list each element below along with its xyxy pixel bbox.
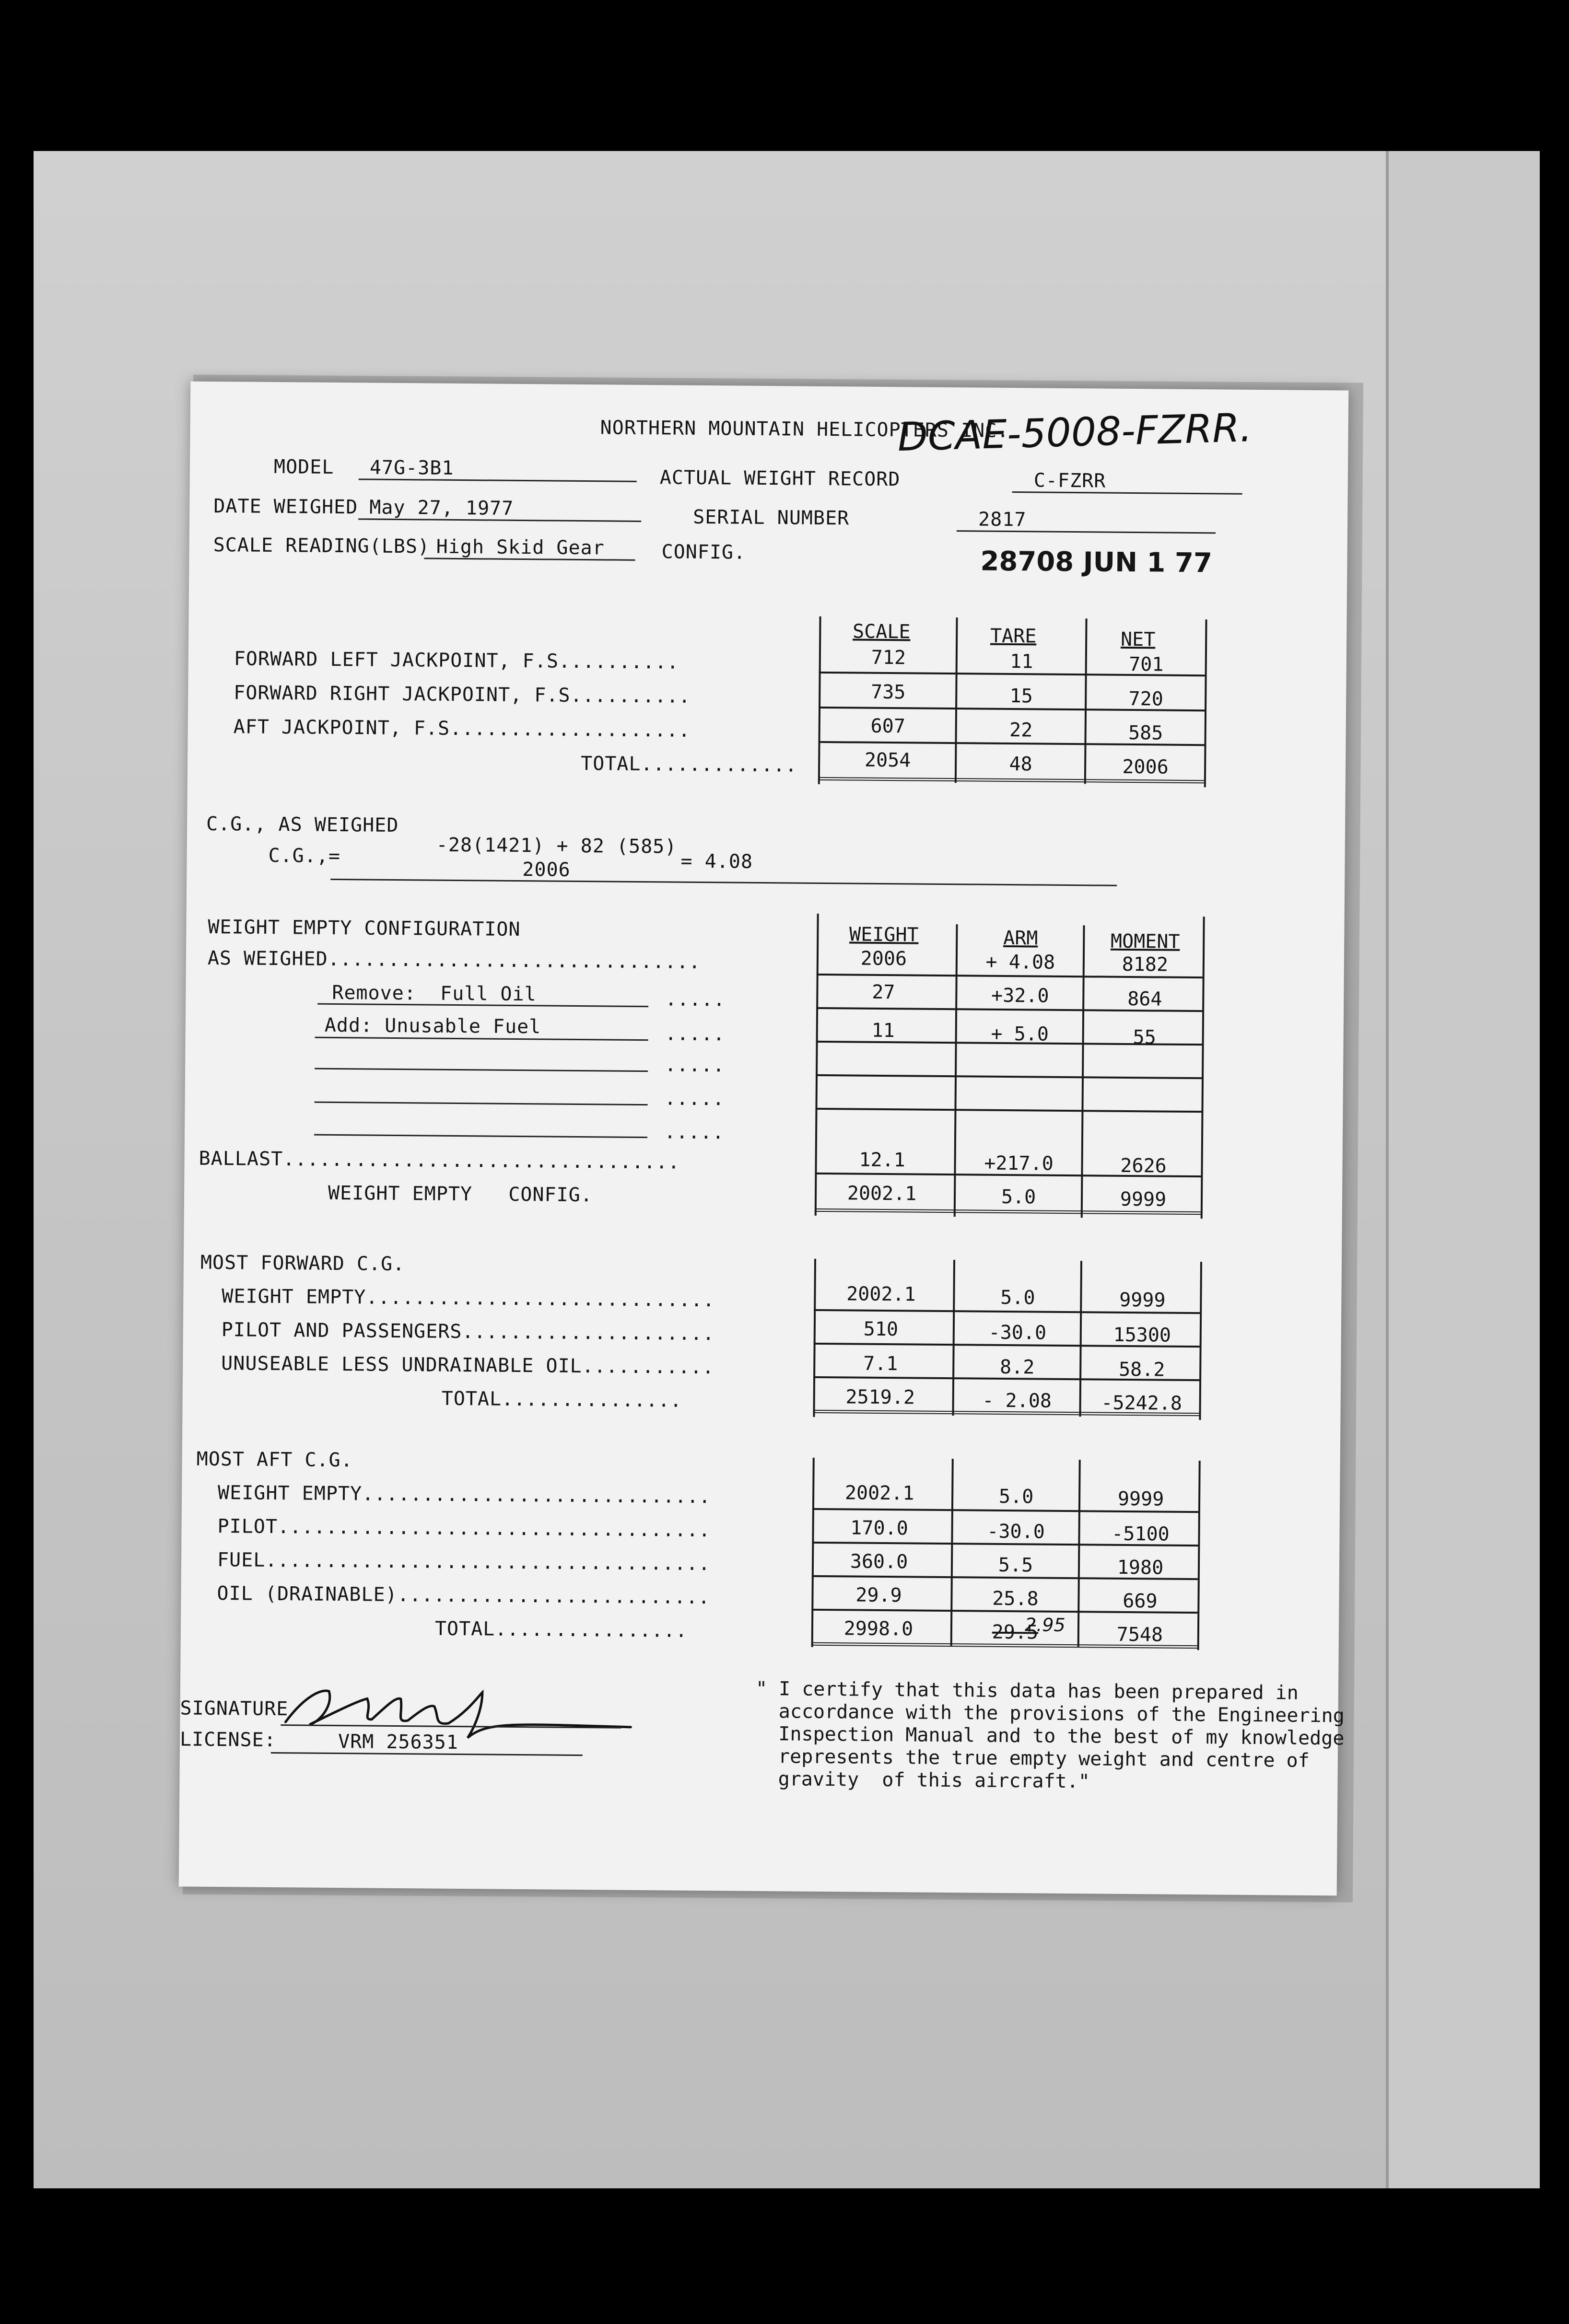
table-cell: 5.0 xyxy=(998,1485,1034,1508)
weight-record-sheet xyxy=(179,382,1349,1896)
cg-rule xyxy=(330,879,1117,886)
table-row-label: FORWARD LEFT JACKPOINT, F.S.......... xyxy=(234,648,679,674)
license-label: LICENSE: xyxy=(179,1728,276,1752)
table-cell: -5242.8 xyxy=(1101,1392,1183,1415)
table-cell: 701 xyxy=(1128,653,1164,676)
table-cell: 9999 xyxy=(1120,1188,1167,1211)
tare-column-header: TARE xyxy=(990,625,1037,648)
table-cell: 585 xyxy=(1128,721,1163,744)
table-cell: +217.0 xyxy=(984,1152,1054,1175)
moment-column-header: MOMENT xyxy=(1110,930,1180,953)
table-cell: 360.0 xyxy=(850,1550,908,1573)
handwritten-arm-correction: 2.95 xyxy=(1024,1614,1066,1636)
entry-underline xyxy=(314,1134,647,1138)
license-value: VRM 256351 xyxy=(338,1731,459,1754)
table-cell: 5.5 xyxy=(998,1554,1033,1577)
table-cell: 2002.1 xyxy=(844,1482,914,1505)
table-cell: 510 xyxy=(863,1318,899,1341)
table-cell: 2006 xyxy=(860,947,907,970)
table-row-label: FUEL..................................... xyxy=(217,1549,711,1575)
table-rule xyxy=(816,1074,1202,1079)
table-cell: 29.9 xyxy=(855,1584,902,1607)
table-row-label: WEIGHT EMPTY CONFIG. xyxy=(328,1182,593,1207)
table-cell: 2626 xyxy=(1120,1154,1167,1177)
registration-underline xyxy=(1012,491,1242,495)
received-date-stamp: 28708 JUN 1 77 xyxy=(980,546,1213,579)
entry-underline xyxy=(315,1068,648,1072)
table-row-label: UNUSEABLE LESS UNDRAINABLE OIL........... xyxy=(221,1352,714,1379)
scale-column-header: SCALE xyxy=(852,620,911,643)
table-cell: 15300 xyxy=(1113,1324,1171,1347)
table-cell: 5.0 xyxy=(1001,1185,1036,1208)
model-underline xyxy=(359,478,637,482)
table-cell: - 2.08 xyxy=(982,1389,1052,1412)
table-cell: 607 xyxy=(870,715,906,738)
cg-title: C.G., AS WEIGHED xyxy=(206,813,399,837)
company-name: NORTHERN MOUNTAIN HELICOPTERS INC. xyxy=(600,417,1009,442)
table-cell: 735 xyxy=(871,681,906,704)
scale-config-value: High Skid Gear xyxy=(436,535,605,559)
scale-reading-label: SCALE READING(LBS) xyxy=(213,534,430,558)
table-cell: 712 xyxy=(871,646,906,669)
record-label: ACTUAL WEIGHT RECORD xyxy=(659,466,901,491)
date-label: DATE WEIGHED xyxy=(213,495,358,519)
cg-result: = 4.08 xyxy=(680,850,753,873)
table-cell: + 4.08 xyxy=(985,951,1055,974)
film-edge-strip xyxy=(1386,151,1540,2188)
leader-dots: ..... xyxy=(664,1087,725,1110)
cg-denominator: 2006 xyxy=(522,859,571,881)
table-cell: 5.0 xyxy=(1000,1286,1035,1309)
table-cell: 8.2 xyxy=(999,1356,1035,1379)
table-cell: 27 xyxy=(872,981,895,1004)
table-cell: -5100 xyxy=(1112,1522,1170,1545)
net-column-header: NET xyxy=(1120,628,1156,651)
table-cell: 7.1 xyxy=(863,1352,898,1375)
table-row-label: BALLAST................................. xyxy=(199,1147,680,1174)
table-cell: 2054 xyxy=(864,749,911,772)
leader-dots: ..... xyxy=(665,1023,726,1046)
table-cell: 25.8 xyxy=(992,1587,1039,1610)
table-cell: -30.0 xyxy=(988,1321,1047,1344)
cg-formula-label: C.G.,= xyxy=(268,844,341,868)
table-cell: 720 xyxy=(1128,687,1164,710)
certification-statement: " I certify that this data has been prepared in accordance with the provisions of the Engineering Inspection Manual and to the best of my knowledge represents the true empty weight and centre of gravity of this aircraft." xyxy=(755,1677,1345,1793)
table-cell: 11 xyxy=(1010,651,1033,673)
table-row-label: Add: Unusable Fuel xyxy=(324,1014,541,1038)
table-row-label: FORWARD RIGHT JACKPOINT, F.S.......... xyxy=(234,682,691,708)
table-cell: 9999 xyxy=(1117,1487,1164,1511)
weight-empty-title: WEIGHT EMPTY CONFIGURATION xyxy=(208,916,521,941)
table-row-label: AFT JACKPOINT, F.S.................... xyxy=(233,716,691,742)
table-cell-struck: 29.5 xyxy=(992,1621,1039,1644)
table-row-label: TOTAL................ xyxy=(434,1617,688,1642)
table-cell: 669 xyxy=(1123,1590,1158,1613)
table-cell: 2002.1 xyxy=(847,1182,917,1205)
table-cell: 58.2 xyxy=(1118,1358,1165,1381)
table-row-label: OIL (DRAINABLE).......................... xyxy=(217,1582,711,1609)
table-row-label: TOTAL............. xyxy=(580,752,797,777)
table-cell: 22 xyxy=(1009,719,1033,742)
table-cell: 48 xyxy=(1009,753,1032,776)
leader-dots: ..... xyxy=(664,1121,725,1144)
table-row-label: PILOT.................................... xyxy=(217,1515,711,1542)
table-cell: 864 xyxy=(1127,988,1162,1011)
serial-label: SERIAL NUMBER xyxy=(692,506,850,530)
table-cell: 55 xyxy=(1133,1026,1156,1049)
table-cell: 9999 xyxy=(1119,1289,1166,1312)
most-aft-title: MOST AFT C.G. xyxy=(196,1448,353,1472)
table-row-label: AS WEIGHED............................... xyxy=(207,947,701,973)
table-row-label: PILOT AND PASSENGERS..................... xyxy=(221,1319,715,1345)
table-row-label: WEIGHT EMPTY............................. xyxy=(217,1482,711,1508)
table-cell: -30.0 xyxy=(987,1520,1045,1543)
registration-value: C-FZRR xyxy=(1033,469,1106,492)
table-cell: 2002.1 xyxy=(846,1283,916,1306)
table-cell: 12.1 xyxy=(859,1149,905,1172)
serial-underline xyxy=(957,530,1216,534)
table-cell: + 5.0 xyxy=(991,1023,1049,1046)
arm-column-header: ARM xyxy=(1003,927,1038,950)
config-label: CONFIG. xyxy=(661,541,746,564)
model-label: MODEL xyxy=(273,455,334,478)
leader-dots: ..... xyxy=(665,988,726,1011)
weight-column-header: WEIGHT xyxy=(849,923,919,946)
table-rule xyxy=(815,1108,1201,1113)
table-cell: 2998.0 xyxy=(843,1617,913,1640)
cg-numerator: -28(1421) + 82 (585) xyxy=(436,834,677,858)
table-cell: +32.0 xyxy=(991,984,1049,1007)
table-rule xyxy=(950,1459,954,1646)
date-value: May 27, 1977 xyxy=(369,496,514,520)
table-cell: 1980 xyxy=(1117,1556,1164,1579)
serial-value: 2817 xyxy=(978,508,1027,531)
entry-underline xyxy=(315,1102,648,1105)
model-value: 47G-3B1 xyxy=(369,456,454,479)
table-cell: 170.0 xyxy=(850,1517,909,1540)
leader-dots: ..... xyxy=(665,1054,725,1077)
table-row-label: TOTAL............... xyxy=(441,1387,682,1412)
table-row-label: WEIGHT EMPTY............................. xyxy=(222,1285,715,1312)
table-cell: 7548 xyxy=(1116,1623,1163,1646)
table-row-label: Remove: Full Oil xyxy=(332,981,537,1006)
table-cell: 2006 xyxy=(1122,755,1169,779)
table-cell: 8182 xyxy=(1122,953,1169,976)
handwritten-reference: DCAE-5008-FZRR. xyxy=(897,405,1253,461)
table-cell: 11 xyxy=(871,1019,895,1042)
most-forward-title: MOST FORWARD C.G. xyxy=(200,1251,405,1276)
table-cell: 15 xyxy=(1009,685,1033,708)
table-cell: 2519.2 xyxy=(845,1386,915,1409)
signature-label: SIGNATURE xyxy=(180,1697,289,1720)
